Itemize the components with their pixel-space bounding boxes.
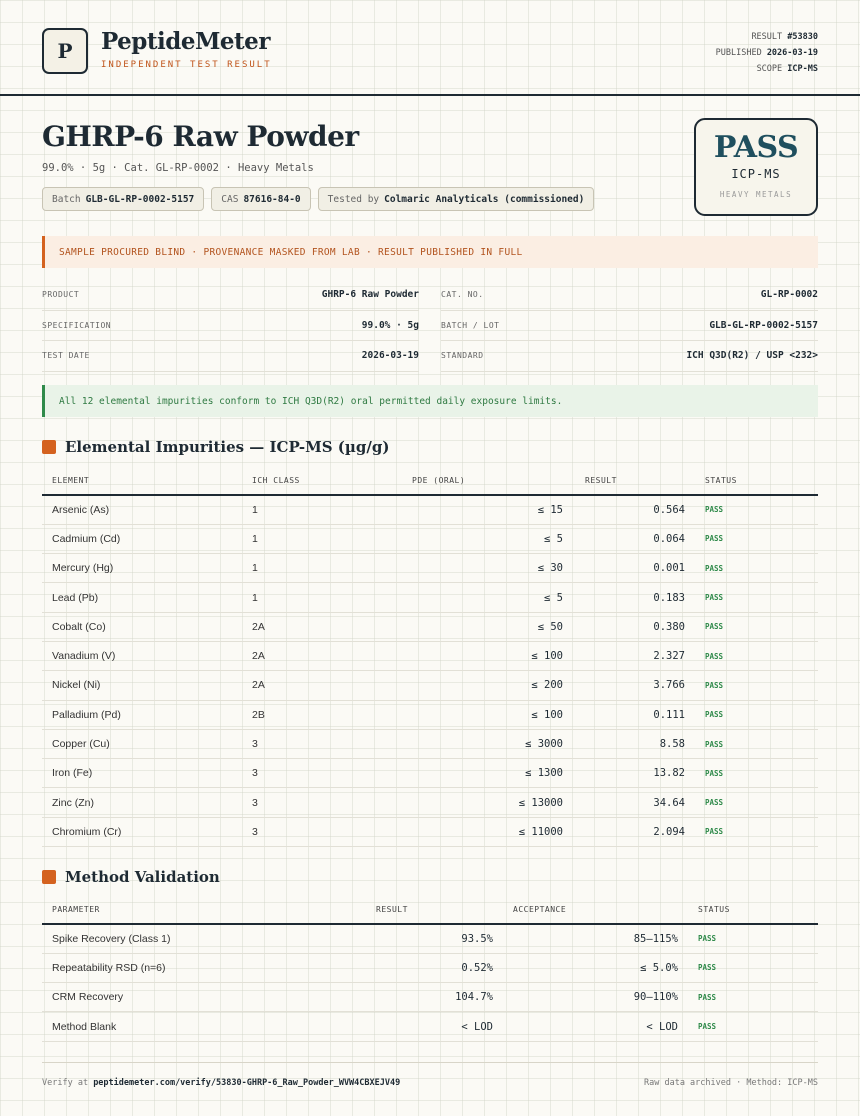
info-batch-lot: BATCH / LOT GLB-GL-RP-0002-5157: [441, 311, 818, 342]
result-value: 3.766: [575, 671, 695, 700]
status-badge: PASS: [695, 612, 818, 641]
pde-limit: ≤ 30: [402, 554, 575, 583]
result-value: 93.5%: [366, 924, 503, 953]
acceptance-range: ≤ 5.0%: [503, 953, 688, 982]
element-name: Mercury (Hg): [42, 554, 242, 583]
element-name: Cobalt (Co): [42, 612, 242, 641]
col-pde: PDE (ORAL): [402, 467, 575, 495]
status-badge: PASS: [695, 729, 818, 758]
result-value: 0.001: [575, 554, 695, 583]
pass-stamp: [694, 118, 818, 216]
result-value: 13.82: [575, 759, 695, 788]
status-badge: PASS: [695, 788, 818, 817]
logo-mark: P: [42, 28, 88, 74]
table-row: [42, 554, 818, 583]
parameter-name: Repeatability RSD (n=6): [42, 953, 366, 982]
status-badge: PASS: [695, 495, 818, 524]
result-value: 0.564: [575, 495, 695, 524]
ich-class: 3: [242, 729, 402, 758]
status-badge: PASS: [695, 524, 818, 553]
table-row: [42, 817, 818, 846]
result-value: 0.380: [575, 612, 695, 641]
ich-class: 2A: [242, 671, 402, 700]
table-row: [42, 671, 818, 700]
status-badge: PASS: [695, 700, 818, 729]
parameter-name: Spike Recovery (Class 1): [42, 924, 366, 953]
section-marker-icon: [42, 870, 56, 884]
page-header: [0, 0, 860, 96]
chip-cas: CAS 87616-84-0: [211, 187, 310, 211]
pde-limit: ≤ 100: [402, 700, 575, 729]
impurities-section-title: Elemental Impurities — ICP-MS (µg/g): [42, 438, 389, 456]
element-name: Cadmium (Cd): [42, 524, 242, 553]
pde-limit: ≤ 1300: [402, 759, 575, 788]
pde-limit: ≤ 100: [402, 641, 575, 670]
product-title: GHRP-6 Raw Powder: [42, 120, 359, 153]
product-chips: [42, 187, 594, 211]
info-row: [42, 311, 818, 342]
pde-limit: ≤ 13000: [402, 788, 575, 817]
element-name: Vanadium (V): [42, 641, 242, 670]
element-name: Arsenic (As): [42, 495, 242, 524]
result-value: 2.327: [575, 641, 695, 670]
footer-note: Raw data archived · Method: ICP-MS: [644, 1078, 818, 1088]
element-name: Nickel (Ni): [42, 671, 242, 700]
element-name: Iron (Fe): [42, 759, 242, 788]
ich-class: 1: [242, 495, 402, 524]
meta-published: PUBLISHED 2026-03-19: [715, 48, 818, 58]
info-row: [42, 280, 818, 311]
info-row: [42, 341, 818, 372]
table-header-row: [42, 467, 818, 495]
element-name: Chromium (Cr): [42, 817, 242, 846]
ich-class: 3: [242, 788, 402, 817]
info-specification: SPECIFICATION 99.0% · 5g: [42, 311, 419, 342]
parameter-name: Method Blank: [42, 1012, 366, 1041]
section-marker-icon: [42, 440, 56, 454]
table-row: [42, 983, 818, 1012]
table-row: [42, 729, 818, 758]
info-standard: STANDARD ICH Q3D(R2) / USP <232>: [441, 341, 818, 372]
ich-class: 2B: [242, 700, 402, 729]
status-badge: PASS: [695, 817, 818, 846]
pde-limit: ≤ 11000: [402, 817, 575, 846]
status-badge: PASS: [688, 983, 818, 1012]
table-row: [42, 788, 818, 817]
status-badge: PASS: [695, 671, 818, 700]
table-row: [42, 924, 818, 953]
meta-result: RESULT #53830: [751, 32, 818, 42]
status-badge: PASS: [688, 924, 818, 953]
element-name: Zinc (Zn): [42, 788, 242, 817]
conformance-banner: All 12 elemental impurities conform to ICH Q3D(R2) oral permitted daily exposure limits.: [42, 385, 818, 417]
info-product: PRODUCT GHRP-6 Raw Powder: [42, 280, 419, 311]
table-row: [42, 700, 818, 729]
table-row: [42, 953, 818, 982]
ich-class: 1: [242, 524, 402, 553]
ich-class: 2A: [242, 641, 402, 670]
result-value: 0.52%: [366, 953, 503, 982]
brand-tagline: INDEPENDENT TEST RESULT: [101, 60, 272, 70]
col-parameter: PARAMETER: [42, 896, 366, 924]
page-footer: [42, 1062, 818, 1088]
result-value: 0.111: [575, 700, 695, 729]
info-grid: [42, 280, 818, 372]
col-status: STATUS: [688, 896, 818, 924]
table-row: [42, 1012, 818, 1041]
element-name: Copper (Cu): [42, 729, 242, 758]
ich-class: 1: [242, 554, 402, 583]
impurities-table: [42, 467, 818, 847]
parameter-name: CRM Recovery: [42, 983, 366, 1012]
stamp-method: ICP-MS: [731, 167, 781, 181]
validation-body: [42, 924, 818, 1041]
result-value: 104.7%: [366, 983, 503, 1012]
blind-sample-banner: SAMPLE PROCURED BLIND · PROVENANCE MASKED FROM LAB · RESULT PUBLISHED IN FULL: [42, 236, 818, 268]
acceptance-range: 90–110%: [503, 983, 688, 1012]
result-value: 0.183: [575, 583, 695, 612]
status-badge: PASS: [695, 759, 818, 788]
impurities-body: [42, 495, 818, 847]
pde-limit: ≤ 15: [402, 495, 575, 524]
col-status: STATUS: [695, 467, 818, 495]
acceptance-range: < LOD: [503, 1012, 688, 1041]
stamp-verdict: PASS: [713, 130, 799, 165]
table-row: [42, 583, 818, 612]
verify-link[interactable]: peptidemeter.com/verify/53830-GHRP-6_Raw_Powder_WVW4CBXEJV49: [93, 1078, 401, 1088]
brand-name: PeptideMeter: [101, 28, 270, 55]
pde-limit: ≤ 3000: [402, 729, 575, 758]
status-badge: PASS: [688, 1012, 818, 1041]
col-acceptance: ACCEPTANCE: [503, 896, 688, 924]
col-element: ELEMENT: [42, 467, 242, 495]
pde-limit: ≤ 5: [402, 524, 575, 553]
element-name: Lead (Pb): [42, 583, 242, 612]
ich-class: 3: [242, 759, 402, 788]
status-badge: PASS: [695, 554, 818, 583]
meta-scope: SCOPE ICP-MS: [756, 64, 818, 74]
table-row: [42, 759, 818, 788]
ich-class: 2A: [242, 612, 402, 641]
validation-table: [42, 896, 818, 1042]
chip-batch: Batch GLB-GL-RP-0002-5157: [42, 187, 204, 211]
info-test-date: TEST DATE 2026-03-19: [42, 341, 419, 372]
info-cat-no: CAT. NO. GL-RP-0002: [441, 280, 818, 311]
status-badge: PASS: [695, 641, 818, 670]
result-value: 0.064: [575, 524, 695, 553]
result-value: < LOD: [366, 1012, 503, 1041]
ich-class: 1: [242, 583, 402, 612]
pde-limit: ≤ 5: [402, 583, 575, 612]
status-badge: PASS: [688, 953, 818, 982]
result-value: 2.094: [575, 817, 695, 846]
status-badge: PASS: [695, 583, 818, 612]
table-header-row: [42, 896, 818, 924]
table-row: [42, 612, 818, 641]
col-ich-class: ICH CLASS: [242, 467, 402, 495]
report-meta: [716, 29, 818, 77]
ich-class: 3: [242, 817, 402, 846]
pde-limit: ≤ 200: [402, 671, 575, 700]
table-row: [42, 524, 818, 553]
verify-line: Verify at peptidemeter.com/verify/53830-GHRP-6_Raw_Powder_WVW4CBXEJV49: [42, 1078, 401, 1088]
result-value: 34.64: [575, 788, 695, 817]
col-result: RESULT: [366, 896, 503, 924]
table-row: [42, 495, 818, 524]
validation-section-title: Method Validation: [42, 868, 220, 886]
stamp-category: HEAVY METALS: [719, 190, 793, 199]
table-row: [42, 641, 818, 670]
result-value: 8.58: [575, 729, 695, 758]
chip-tested-by: Tested by Colmaric Analyticals (commissioned): [318, 187, 595, 211]
element-name: Palladium (Pd): [42, 700, 242, 729]
acceptance-range: 85–115%: [503, 924, 688, 953]
pde-limit: ≤ 50: [402, 612, 575, 641]
product-subtitle: 99.0% · 5g · Cat. GL-RP-0002 · Heavy Metals: [42, 162, 314, 174]
col-result: RESULT: [575, 467, 695, 495]
